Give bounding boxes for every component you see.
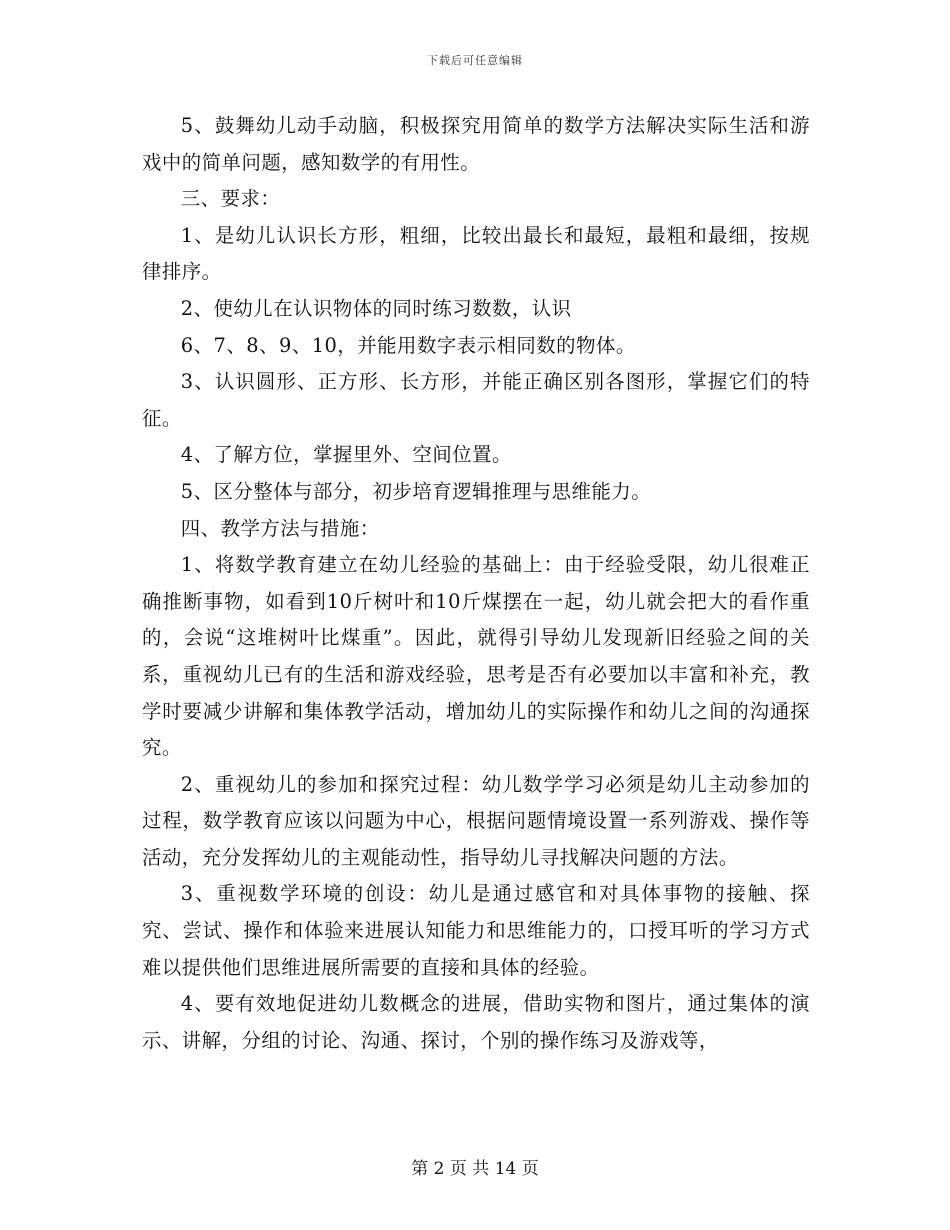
paragraph: 3、重视数学环境的创设：幼儿是通过感官和对具体事物的接触、探究、尝试、操作和体验来进展认知能力和思维能力的，口授耳听的学习方式难以提供他们思维进展所需要的直接和具体的经验。 xyxy=(142,882,810,979)
paragraph: 4、要有效地促进幼儿数概念的进展，借助实物和图片，通过集体的演示、讲解，分组的讨论、沟通、探讨，个别的操作练习及游戏等， xyxy=(142,992,810,1052)
paragraph: 2、重视幼儿的参加和探究过程：幼儿数学学习必须是幼儿主动参加的过程，数学教育应该以问题为中心，根据问题情境设置一系列游戏、操作等活动，充分发挥幼儿的主观能动性，指导幼儿寻找解决问题的方法。 xyxy=(142,772,810,869)
page-header-note: 下载后可任意编辑 xyxy=(427,54,523,67)
paragraph: 1、是幼儿认识长方形，粗细，比较出最长和最短，最粗和最细，按规律排序。 xyxy=(142,223,810,284)
paragraph: 6、7、8、9、10，并能用数字表示相同数的物体。 xyxy=(180,333,636,357)
paragraph: 5、鼓舞幼儿动手动脑，积极探究用简单的数学方法解决实际生活和游戏中的简单问题，感知数学的有用性。 xyxy=(142,114,810,174)
page-number-footer: 第 2 页 共 14 页 xyxy=(411,1159,539,1179)
paragraph: 4、了解方位，掌握里外、空间位置。 xyxy=(180,443,512,467)
document-body xyxy=(142,108,810,1059)
paragraph: 2、使幼儿在认识物体的同时练习数数，认识 xyxy=(180,296,572,320)
section-heading: 三、要求： xyxy=(180,187,281,211)
paragraph: 3、认识圆形、正方形、长方形，并能正确区别各图形，掌握它们的特征。 xyxy=(142,370,810,430)
paragraph: 1、将数学教育建立在幼儿经验的基础上：由于经验受限，幼儿很难正确推断事物，如看到10斤树叶和10斤煤摆在一起，幼儿就会把大的看作重的，会说“这堆树叶比煤重”。因此，就得引导幼儿发现新旧经验之间的关系，重视幼儿已有的生活和游戏经验，思考是否有必要加以丰富和补充，教学时要减少讲解和集体教学活动，增加幼儿的实际操作和幼儿之间的沟通探究。 xyxy=(142,553,810,760)
section-heading: 四、教学方法与措施： xyxy=(180,516,380,540)
paragraph: 5、区分整体与部分，初步培育逻辑推理与思维能力。 xyxy=(180,479,652,503)
